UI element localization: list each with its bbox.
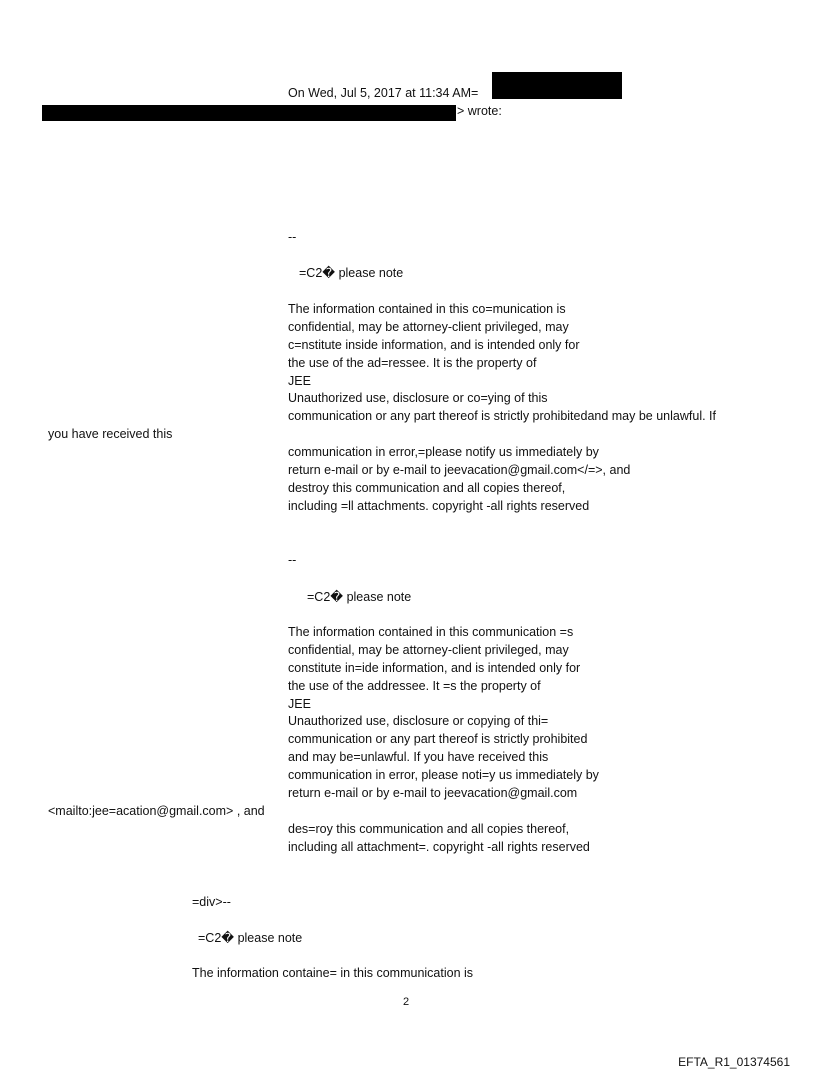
- redaction-bar: [492, 72, 622, 99]
- disclaimer-line: including all attachment=. copyright -all rights reserved: [288, 840, 590, 854]
- disclaimer-line: including =ll attachments. copyright -all rights reserved: [288, 499, 590, 513]
- disclaimer-line: confidential, may be attorney-client privileged, may: [288, 643, 569, 657]
- disclaimer-line: Unauthorized use, disclosure or co=ying of this: [288, 391, 548, 405]
- disclaimer-line: constitute in=ide information, and is intended only for: [288, 661, 581, 675]
- disclaimer-line: The information contained in this communication =s: [288, 625, 574, 639]
- disclaimer-line: communication or any part thereof is strictly prohibitedand may be unlawful. If: [288, 409, 716, 423]
- disclaimer-line: confidential, may be attorney-client privileged, may: [288, 320, 569, 334]
- signature-separator: --: [288, 553, 297, 567]
- disclaimer-line: The information contained in this co=munication is: [288, 302, 566, 316]
- page-number: 2: [403, 996, 410, 1008]
- disclaimer-line: the use of the ad=ressee. It is the property of: [288, 356, 537, 370]
- bates-number: EFTA_R1_01374561: [678, 1055, 790, 1069]
- reply-header-date: On Wed, Jul 5, 2017 at 11:34 AM=: [288, 86, 479, 100]
- disclaimer-line: JEE: [288, 374, 311, 388]
- disclaimer-line: Unauthorized use, disclosure or copying of thi=: [288, 714, 549, 728]
- disclaimer-wrap-line: you have received this: [48, 427, 173, 441]
- disclaimer-line: communication or any part thereof is strictly prohibited: [288, 732, 588, 746]
- please-note-line: =C2� please note: [299, 266, 404, 280]
- disclaimer-line: return e-mail or by e-mail to jeevacation@gmail.com</=>, and: [288, 463, 631, 477]
- please-note-line: =C2� please note: [307, 590, 412, 604]
- disclaimer-line: c=nstitute inside information, and is intended only for: [288, 338, 580, 352]
- disclaimer-line: the use of the addressee. It =s the property of: [288, 679, 541, 693]
- disclaimer-line: des=roy this communication and all copies thereof,: [288, 822, 570, 836]
- disclaimer-line: communication in error, please noti=y us immediately by: [288, 768, 599, 782]
- disclaimer-line: The information containe= in this communication is: [192, 966, 474, 980]
- please-note-line: =C2� please note: [198, 931, 303, 945]
- div-separator: =div>--: [192, 895, 231, 909]
- disclaimer-line: return e-mail or by e-mail to jeevacation@gmail.com: [288, 786, 578, 800]
- disclaimer-line: and may be=unlawful. If you have received this: [288, 750, 549, 764]
- reply-header-wrote: > wrote:: [457, 104, 502, 118]
- redaction-bar: [42, 105, 456, 121]
- disclaimer-wrap-line: <mailto:jee=acation@gmail.com> , and: [48, 804, 265, 818]
- disclaimer-line: communication in error,=please notify us immediately by: [288, 445, 599, 459]
- disclaimer-line: JEE: [288, 697, 311, 711]
- disclaimer-line: destroy this communication and all copies thereof,: [288, 481, 566, 495]
- signature-separator: --: [288, 230, 297, 244]
